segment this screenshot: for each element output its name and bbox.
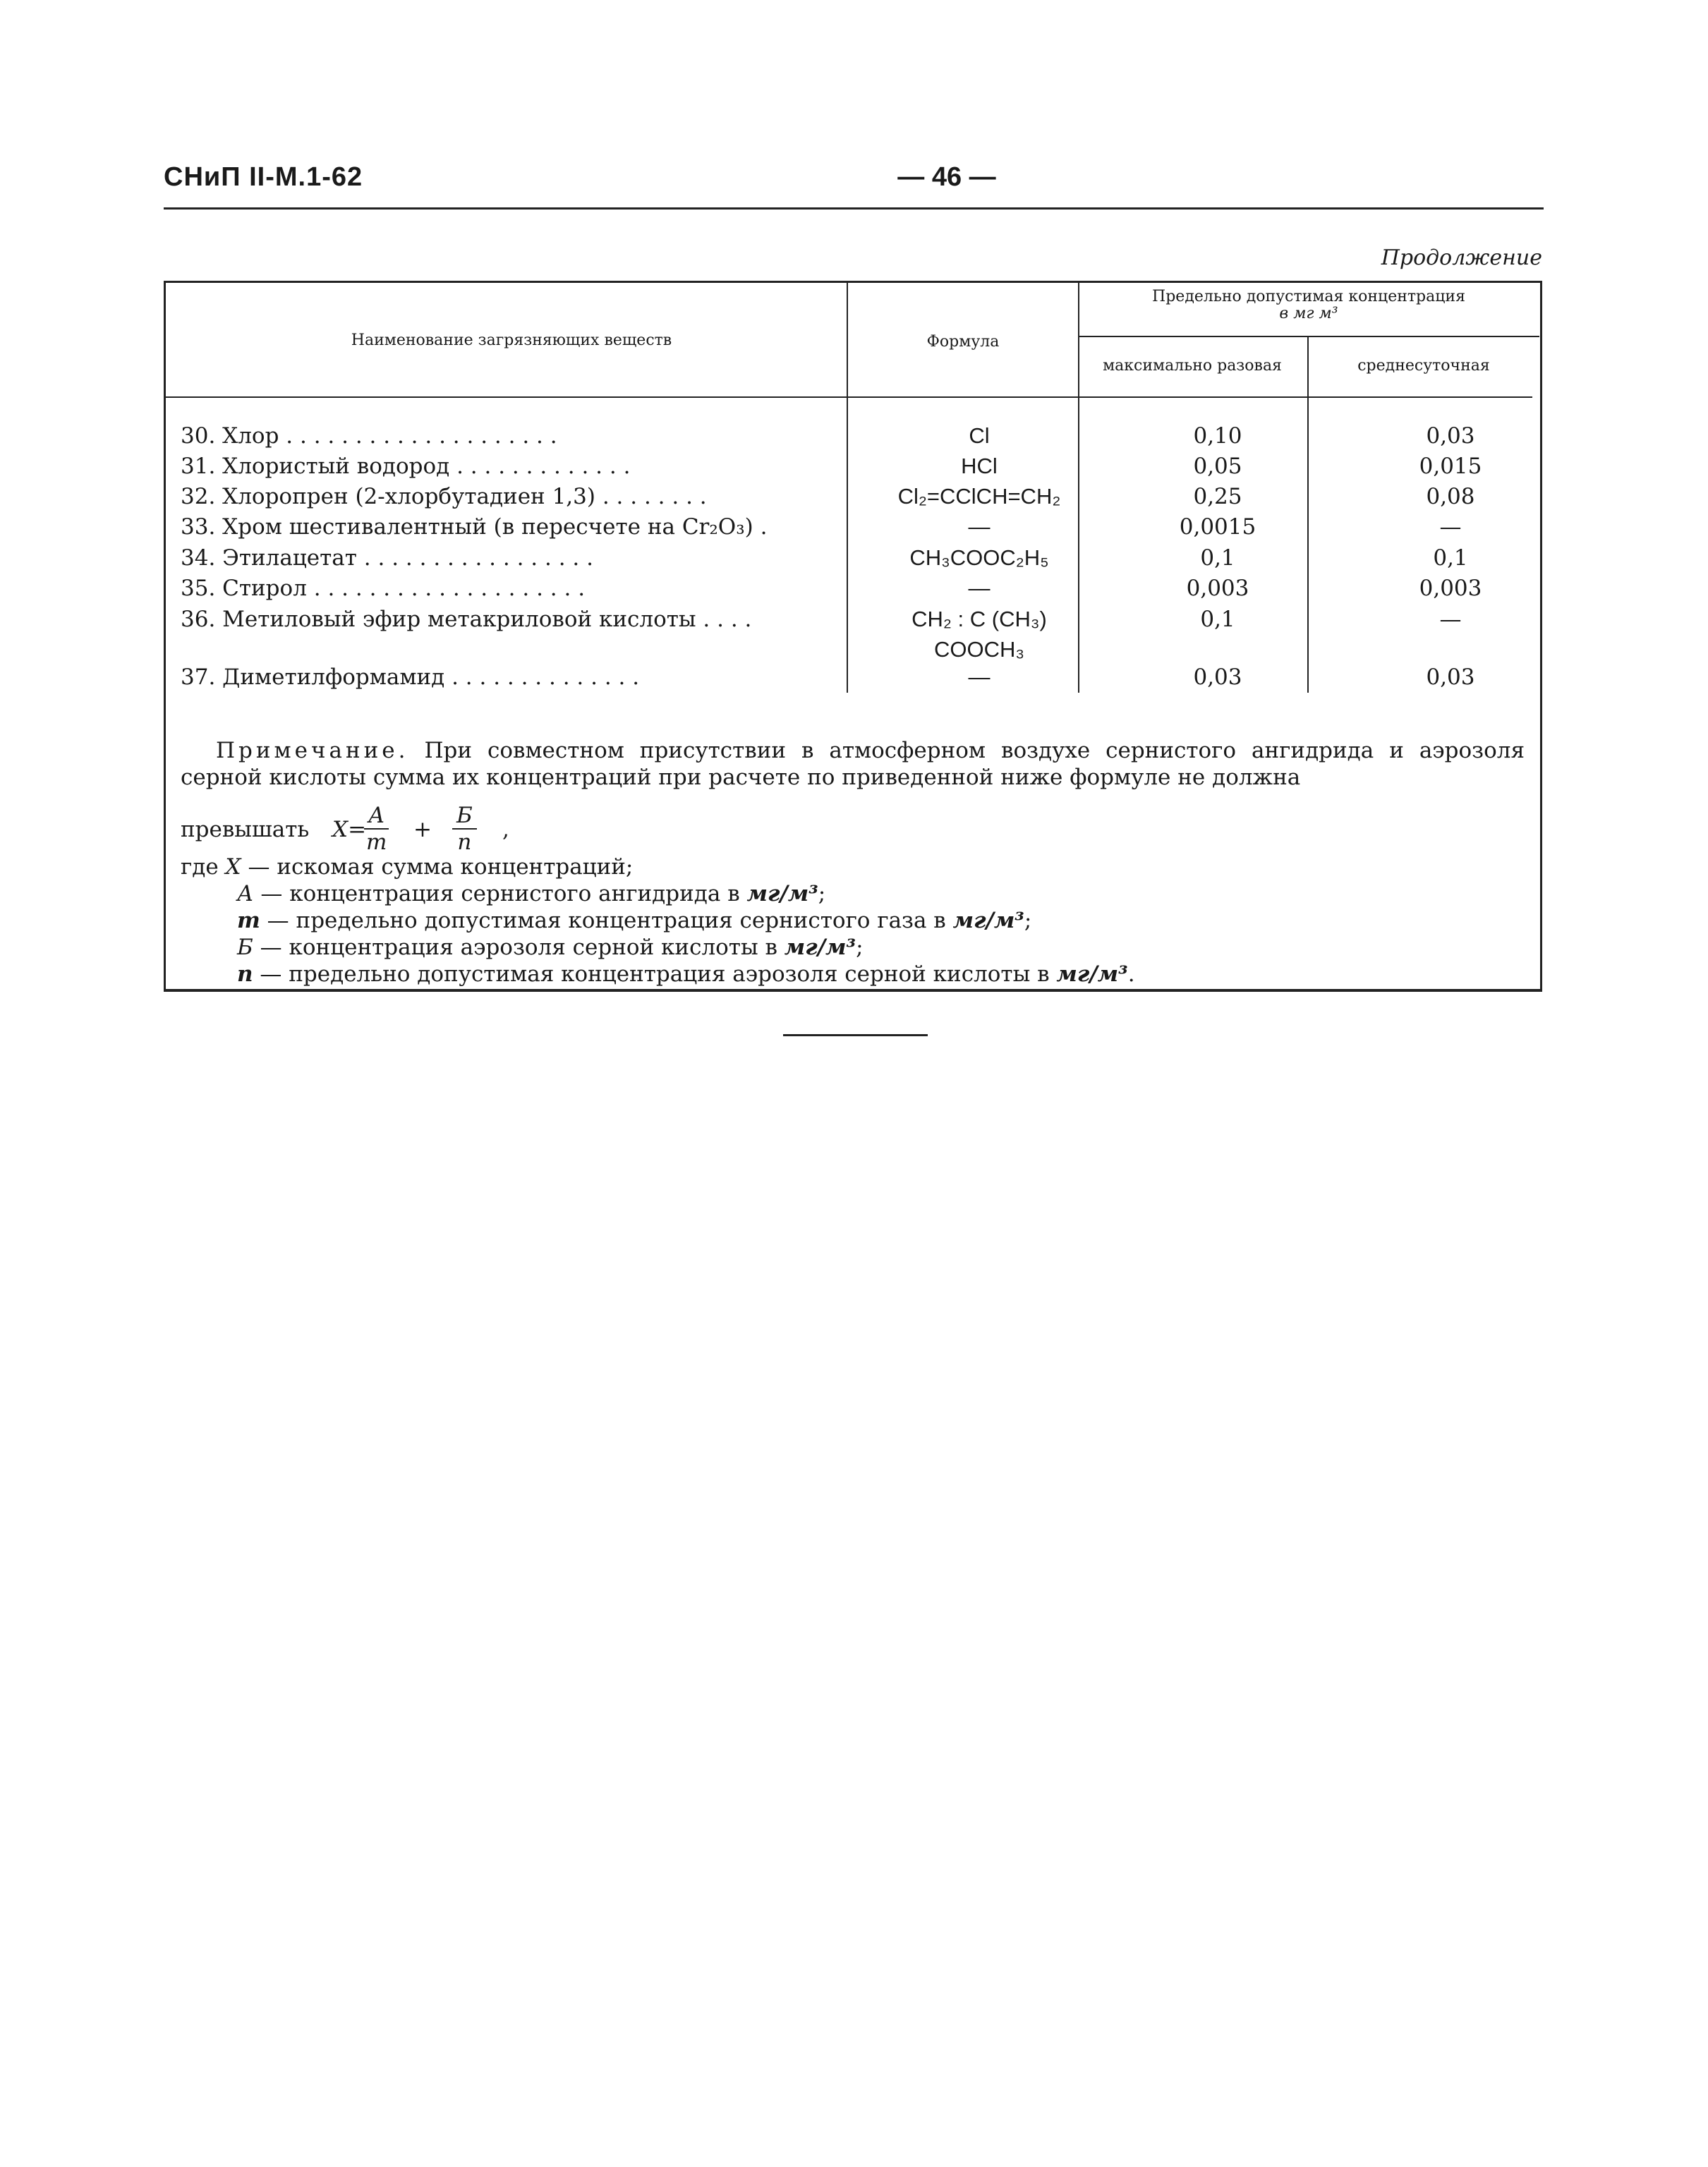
body-divider-name-formula (847, 399, 848, 693)
row-avg: 0,03 (1426, 664, 1475, 690)
exceed-word: превышать (181, 817, 310, 842)
legend-symbol: m (237, 908, 260, 933)
legend-text: — искомая сумма концентраций; (248, 854, 634, 880)
row-formula: — (968, 514, 991, 539)
legend-unit: мг/м³ (1056, 961, 1128, 987)
note-formula (181, 803, 816, 859)
note-label: Примечание. (216, 738, 409, 763)
formula-comma: , (502, 817, 509, 842)
row-name: 31. Хлористый водород . . . . . . . . . . . . . (181, 454, 631, 479)
row-avg: 0,08 (1426, 484, 1475, 509)
row-avg: — (1439, 514, 1462, 540)
row-max: 0,003 (1186, 576, 1249, 601)
legend-unit: мг/м³ (784, 935, 856, 960)
legend-item (181, 934, 1135, 961)
row-avg: — (1439, 607, 1462, 632)
legend-end: ; (818, 881, 826, 906)
row-name: 34. Этилацетат . . . . . . . . . . . . . . . . . (181, 545, 593, 571)
row-name: 36. Метиловый эфир метакриловой кислоты . . . . (181, 607, 752, 632)
legend-symbol: А (237, 881, 254, 906)
row-name: 35. Стирол . . . . . . . . . . . . . . . . . . . . (181, 576, 586, 601)
row-max: 0,0015 (1179, 514, 1256, 540)
page-number: — 46 — (897, 162, 996, 192)
row-max: 0,05 (1193, 454, 1242, 479)
divider-name-formula (847, 282, 848, 402)
row-max: 0,1 (1200, 607, 1235, 632)
row-formula: Cl (969, 423, 990, 448)
divider-limit-header (1078, 336, 1539, 337)
header-bottom-rule (165, 396, 1532, 398)
legend-symbol: Б (237, 935, 253, 960)
legend-text: — предельно допустимая концентрация сернистого газа в (267, 908, 953, 933)
row-avg: 0,03 (1426, 423, 1475, 449)
col-header-max: максимально разовая (1103, 357, 1282, 375)
document-code: СНиП II-М.1-62 (164, 162, 363, 192)
legend-item (181, 907, 1135, 934)
fraction-denominator: m (366, 830, 387, 855)
row-max: 0,10 (1193, 423, 1242, 449)
legend-item (181, 880, 1135, 907)
fraction-numerator: А (364, 803, 389, 830)
row-formula: HCl (961, 454, 998, 478)
row-name: 30. Хлор . . . . . . . . . . . . . . . . . . . . (181, 423, 557, 449)
row-avg: 0,015 (1419, 454, 1482, 479)
col-header-formula: Формула (926, 333, 1000, 351)
col-header-avg: среднесуточная (1357, 357, 1490, 375)
fraction-numerator: Б (452, 803, 477, 830)
legend-unit: мг/м³ (952, 908, 1024, 933)
formula-legend (181, 854, 1135, 988)
note-paragraph (181, 737, 1525, 791)
row-formula: COOCH₃ (933, 637, 1024, 662)
legend-end: ; (1024, 908, 1032, 933)
divider-formula-max (1078, 282, 1079, 402)
fraction-denominator: n (457, 830, 472, 855)
row-max: 0,03 (1193, 664, 1242, 690)
row-avg: 0,1 (1433, 545, 1468, 571)
fraction-a-over-m (364, 803, 389, 855)
row-formula: — (968, 576, 991, 600)
row-formula: CH₂ : C (CH₃) (911, 607, 1047, 631)
legend-text: — предельно допустимая концентрация аэрозоля серной кислоты в (260, 961, 1057, 987)
legend-end: ; (856, 935, 864, 960)
legend-prefix: где (181, 854, 226, 880)
legend-text: — концентрация аэрозоля серной кислоты в (260, 935, 785, 960)
col-header-limit-line1: Предельно допустимая концентрация (1152, 288, 1465, 305)
row-formula: — (968, 664, 991, 689)
row-name: 37. Диметилформамид . . . . . . . . . . . . . . (181, 664, 640, 690)
table-note (181, 737, 1525, 791)
legend-item (181, 961, 1135, 988)
formula-lhs: X= (332, 817, 367, 842)
end-rule (783, 1034, 928, 1036)
legend-item (181, 854, 1135, 880)
legend-symbol: X (225, 854, 241, 880)
row-formula: Cl₂=CClCH=CH₂ (897, 484, 1061, 509)
row-formula: CH₃COOC₂H₅ (909, 545, 1049, 570)
row-avg: 0,003 (1419, 576, 1482, 601)
continuation-label: Продолжение (1381, 245, 1542, 270)
row-name: 32. Хлоропрен (2-хлорбутадиен 1,3) . . . . . . . . (181, 484, 707, 509)
legend-end: . (1127, 961, 1135, 987)
divider-max-avg-header (1307, 337, 1309, 402)
header-rule (164, 207, 1544, 210)
page-header (164, 162, 1544, 212)
col-header-limit-line2: в мг м³ (1279, 305, 1338, 322)
fraction-b-over-n (452, 803, 477, 855)
col-header-name: Наименование загрязняющих веществ (351, 332, 672, 349)
legend-symbol: n (237, 961, 253, 987)
plus-sign: + (413, 817, 432, 842)
legend-text: — концентрация сернистого ангидрида в (260, 881, 747, 906)
note-text: При совместном присутствии в атмосферном воздухе сернистого ангидрида и аэрозоля серной кислоты сумма их концентраций при расчете по приведенной ниже формуле не должна (181, 738, 1525, 790)
row-max: 0,25 (1193, 484, 1242, 509)
row-name: 33. Хром шестивалентный (в пересчете на Cr₂O₃) . (181, 514, 768, 540)
row-max: 0,1 (1200, 545, 1235, 571)
legend-unit: мг/м³ (746, 881, 818, 906)
